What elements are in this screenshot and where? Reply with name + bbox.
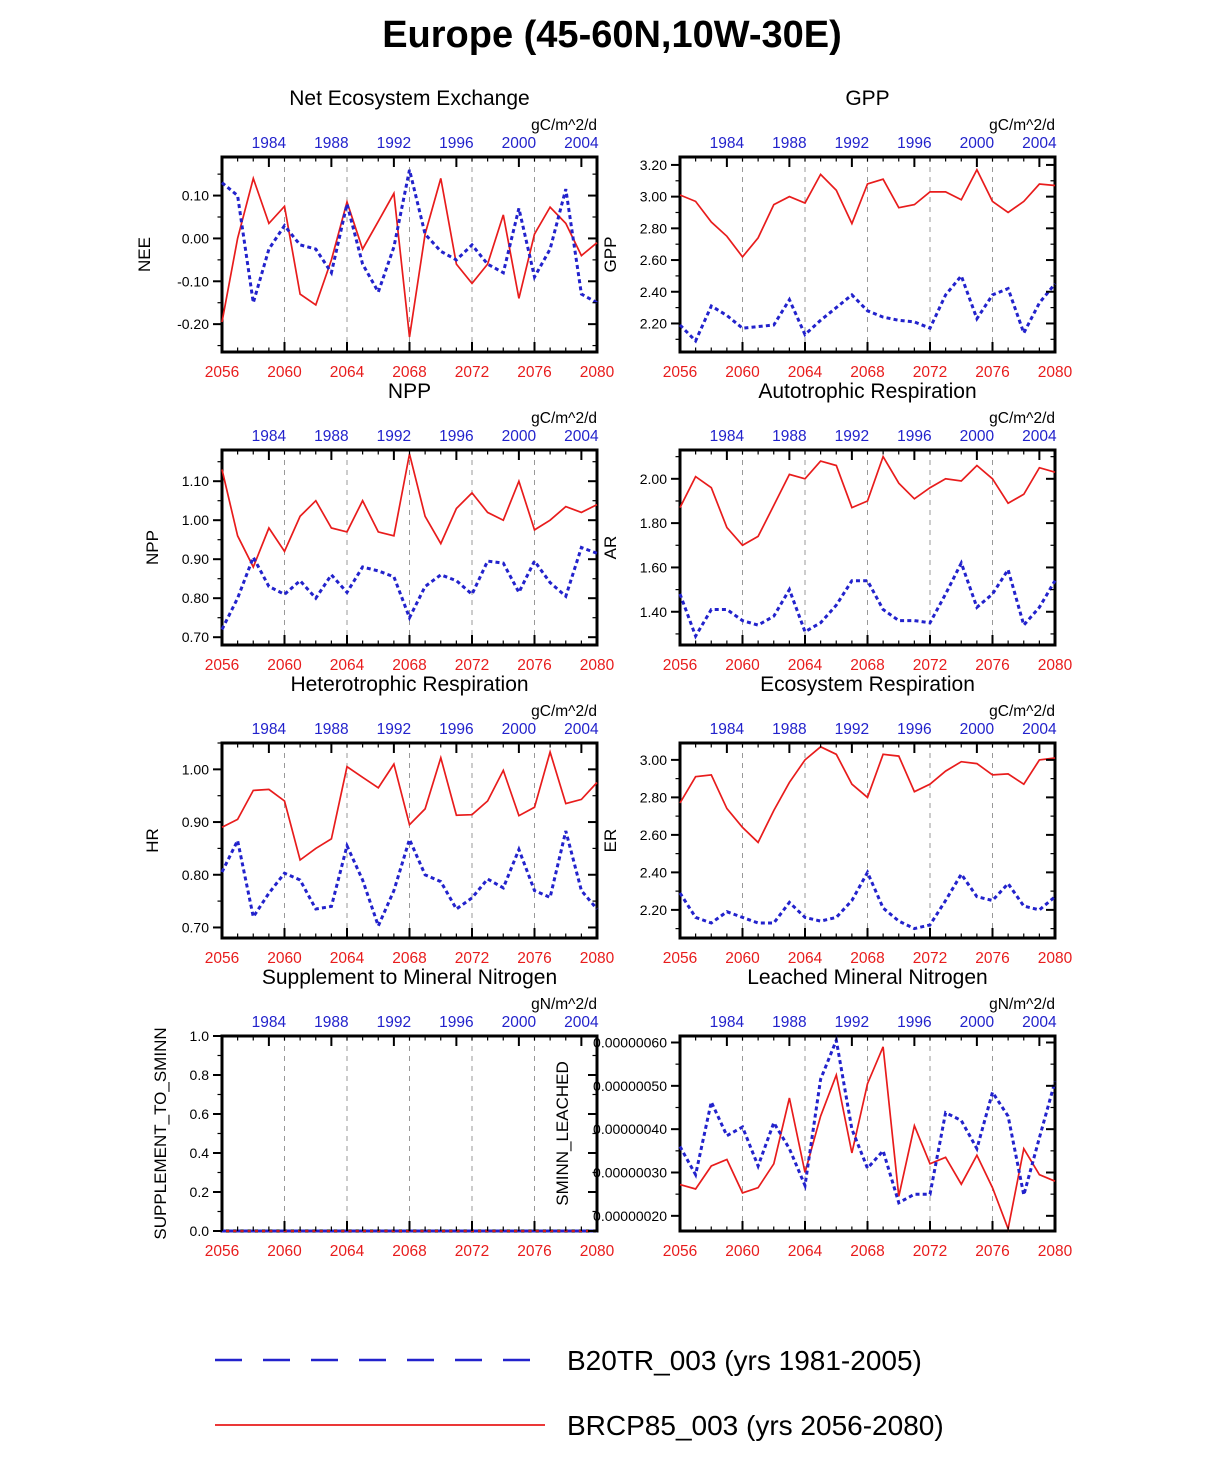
x-label-bottom: 2064: [787, 657, 823, 674]
x-label-top: 1992: [834, 1014, 870, 1031]
x-label-bottom: 2076: [517, 950, 552, 967]
x-label-top: 2000: [501, 1014, 537, 1031]
y-tick-label: 0.00000050: [593, 1077, 667, 1094]
y-tick-label: 0.00: [181, 230, 209, 247]
y-tick-label: 0.90: [181, 814, 209, 831]
x-label-bottom: 2072: [454, 364, 490, 381]
x-label-bottom: 2068: [392, 364, 427, 381]
chart-title: Heterotrophic Respiration: [290, 673, 529, 696]
y-tick-label: 0.00000060: [593, 1034, 667, 1051]
legend: [0, 1320, 1224, 1466]
x-label-top: 1984: [251, 721, 287, 738]
y-tick-label: 2.80: [639, 220, 667, 237]
x-label-top: 2000: [959, 135, 995, 152]
x-label-top: 1988: [772, 1014, 807, 1031]
x-label-top: 1984: [251, 428, 287, 445]
y-tick-label: 1.00: [181, 512, 209, 529]
chart-title: Ecosystem Respiration: [760, 673, 975, 696]
x-label-bottom: 2060: [725, 657, 760, 674]
x-label-bottom: 2056: [204, 1243, 240, 1260]
y-tick-label: 0.80: [181, 866, 209, 883]
x-label-top: 1984: [709, 428, 745, 445]
x-label-top: 1996: [439, 428, 474, 445]
plot-frame: [222, 1036, 597, 1231]
x-label-bottom: 2068: [392, 950, 427, 967]
x-label-bottom: 2060: [267, 950, 302, 967]
x-label-bottom: 2064: [787, 1243, 823, 1260]
x-label-top: 2004: [564, 135, 599, 152]
x-label-top: 1996: [439, 721, 474, 738]
chart-title: Leached Mineral Nitrogen: [747, 966, 988, 989]
plot-frame: [222, 157, 597, 352]
y-axis-label: HR: [143, 828, 162, 853]
x-label-top: 2004: [1022, 721, 1057, 738]
chart-units: gC/m^2/d: [989, 703, 1055, 720]
y-tick-label: 0.0: [189, 1223, 209, 1239]
x-label-top: 1988: [314, 135, 349, 152]
legend-label: B20TR_003 (yrs 1981-2005): [567, 1345, 922, 1376]
x-label-bottom: 2056: [662, 1243, 698, 1260]
chart-units: gC/m^2/d: [531, 117, 597, 134]
y-axis-label: SMINN_LEACHED: [553, 1061, 572, 1206]
x-label-bottom: 2068: [850, 657, 885, 674]
x-label-top: 1988: [772, 428, 807, 445]
x-label-top: 1992: [376, 135, 412, 152]
x-label-top: 1988: [314, 1014, 349, 1031]
x-label-bottom: 2060: [267, 657, 302, 674]
y-tick-label: 0.00000030: [593, 1164, 667, 1181]
x-label-top: 2000: [959, 428, 995, 445]
y-tick-label: 1.60: [639, 559, 667, 576]
x-label-bottom: 2072: [454, 950, 490, 967]
x-label-bottom: 2080: [579, 657, 615, 674]
chart-title: GPP: [845, 87, 890, 110]
x-label-bottom: 2056: [204, 657, 240, 674]
x-label-top: 1992: [834, 428, 870, 445]
x-label-bottom: 2080: [579, 950, 615, 967]
chart-units: gN/m^2/d: [989, 996, 1055, 1013]
x-label-bottom: 2060: [267, 1243, 302, 1260]
y-tick-label: 3.00: [639, 188, 667, 205]
x-label-bottom: 2056: [204, 364, 240, 381]
x-label-top: 2000: [959, 1014, 995, 1031]
x-label-bottom: 2072: [454, 1243, 490, 1260]
plot-frame: [222, 743, 597, 938]
y-tick-label: 0.8: [189, 1067, 209, 1083]
x-label-top: 1988: [772, 135, 807, 152]
y-tick-label: 2.20: [639, 901, 667, 918]
x-label-top: 1992: [376, 721, 412, 738]
y-axis-label: ER: [601, 828, 620, 853]
y-tick-label: 2.00: [639, 470, 667, 487]
x-label-bottom: 2064: [329, 950, 365, 967]
x-label-bottom: 2080: [1037, 364, 1073, 381]
y-tick-label: 2.20: [639, 315, 667, 332]
y-axis-label: NPP: [143, 530, 162, 565]
chart-title: Supplement to Mineral Nitrogen: [261, 966, 558, 989]
y-tick-label: 2.60: [639, 826, 667, 843]
x-label-bottom: 2064: [787, 950, 823, 967]
x-label-bottom: 2064: [787, 364, 823, 381]
y-tick-label: 0.70: [181, 919, 209, 936]
x-label-top: 2004: [564, 428, 599, 445]
chart-gpp: [590, 82, 1130, 394]
y-tick-label: 0.70: [181, 629, 209, 646]
x-label-bottom: 2080: [579, 364, 615, 381]
x-label-top: 2000: [959, 721, 995, 738]
x-label-top: 2004: [564, 721, 599, 738]
y-tick-label: 3.20: [639, 156, 667, 173]
chart-units: gN/m^2/d: [531, 996, 597, 1013]
x-label-bottom: 2056: [662, 657, 698, 674]
y-axis-label: SUPPLEMENT_TO_SMINN: [151, 1027, 170, 1240]
y-tick-label: 2.80: [639, 789, 667, 806]
x-label-bottom: 2068: [850, 1243, 885, 1260]
y-tick-label: 1.10: [181, 473, 209, 490]
page-title: Europe (45-60N,10W-30E): [382, 14, 842, 56]
x-label-bottom: 2068: [392, 657, 427, 674]
x-label-bottom: 2072: [454, 657, 490, 674]
x-label-bottom: 2080: [1037, 657, 1073, 674]
x-label-bottom: 2080: [1037, 950, 1073, 967]
y-tick-label: 0.4: [189, 1145, 209, 1161]
x-label-top: 1996: [897, 1014, 932, 1031]
y-tick-label: 0.00000040: [593, 1121, 667, 1138]
series-b20tr_003: [680, 872, 1055, 928]
chart-units: gC/m^2/d: [989, 410, 1055, 427]
plot-frame: [680, 743, 1055, 938]
x-label-bottom: 2060: [267, 364, 302, 381]
y-tick-label: 2.40: [639, 864, 667, 881]
y-tick-label: 2.60: [639, 252, 667, 269]
x-label-bottom: 2060: [725, 1243, 760, 1260]
series-brcp85_003: [680, 170, 1055, 257]
series-b20tr_003: [222, 548, 597, 630]
x-label-top: 1996: [897, 721, 932, 738]
x-label-top: 2004: [1022, 1014, 1057, 1031]
x-label-top: 1992: [834, 721, 870, 738]
y-tick-label: 0.6: [189, 1106, 209, 1122]
x-label-bottom: 2072: [912, 364, 948, 381]
x-label-top: 1992: [376, 1014, 412, 1031]
y-tick-label: 2.40: [639, 283, 667, 300]
y-tick-label: 0.90: [181, 551, 209, 568]
chart-title: NPP: [387, 380, 432, 403]
x-label-bottom: 2076: [517, 1243, 552, 1260]
y-tick-label: 1.0: [189, 1028, 209, 1044]
x-label-bottom: 2064: [329, 1243, 365, 1260]
x-label-top: 2004: [564, 1014, 599, 1031]
x-label-top: 1996: [897, 428, 932, 445]
x-label-bottom: 2072: [912, 1243, 948, 1260]
y-tick-label: -0.20: [177, 316, 209, 333]
x-label-top: 2000: [501, 721, 537, 738]
x-label-top: 2000: [501, 428, 537, 445]
x-label-top: 2004: [1022, 428, 1057, 445]
x-label-top: 1988: [314, 721, 349, 738]
x-label-bottom: 2072: [912, 950, 948, 967]
x-label-bottom: 2060: [725, 364, 760, 381]
x-label-bottom: 2056: [662, 950, 698, 967]
x-label-bottom: 2068: [392, 1243, 427, 1260]
x-label-bottom: 2076: [975, 364, 1010, 381]
x-label-bottom: 2076: [975, 950, 1010, 967]
x-label-bottom: 2068: [850, 364, 885, 381]
chart-units: gC/m^2/d: [531, 410, 597, 427]
y-tick-label: 0.00000020: [593, 1207, 667, 1224]
y-tick-label: 0.10: [181, 187, 209, 204]
x-label-top: 2000: [501, 135, 537, 152]
x-label-top: 2004: [1022, 135, 1057, 152]
x-label-top: 1996: [897, 135, 932, 152]
x-label-bottom: 2076: [517, 657, 552, 674]
x-label-top: 1984: [251, 1014, 287, 1031]
x-label-bottom: 2080: [1037, 1243, 1073, 1260]
x-label-bottom: 2076: [975, 657, 1010, 674]
x-label-bottom: 2076: [975, 1243, 1010, 1260]
x-label-bottom: 2076: [517, 364, 552, 381]
y-axis-label: GPP: [601, 236, 620, 273]
plot-frame: [680, 1036, 1055, 1231]
x-label-bottom: 2072: [912, 657, 948, 674]
chart-ar: [590, 375, 1130, 687]
y-tick-label: 0.2: [189, 1184, 209, 1200]
x-label-top: 1984: [709, 135, 745, 152]
y-axis-label: AR: [601, 535, 620, 560]
chart-title: Net Ecosystem Exchange: [289, 87, 530, 110]
chart-units: gC/m^2/d: [531, 703, 597, 720]
x-label-bottom: 2064: [329, 657, 365, 674]
x-label-top: 1996: [439, 135, 474, 152]
chart-er: [590, 668, 1130, 980]
x-label-top: 1996: [439, 1014, 474, 1031]
x-label-bottom: 2068: [850, 950, 885, 967]
x-label-bottom: 2080: [579, 1243, 615, 1260]
x-label-top: 1988: [314, 428, 349, 445]
chart-units: gC/m^2/d: [989, 117, 1055, 134]
x-label-bottom: 2056: [204, 950, 240, 967]
x-label-top: 1984: [709, 721, 745, 738]
x-label-bottom: 2064: [329, 364, 365, 381]
y-axis-label: NEE: [135, 237, 154, 272]
y-tick-label: 1.00: [181, 761, 209, 778]
y-tick-label: -0.10: [177, 273, 209, 290]
y-tick-label: 1.40: [639, 603, 667, 620]
x-label-bottom: 2060: [725, 950, 760, 967]
x-label-top: 1988: [772, 721, 807, 738]
x-label-top: 1992: [834, 135, 870, 152]
y-tick-label: 3.00: [639, 751, 667, 768]
x-label-bottom: 2056: [662, 364, 698, 381]
x-label-top: 1984: [251, 135, 287, 152]
chart-title: Autotrophic Respiration: [758, 380, 977, 403]
y-tick-label: 1.80: [639, 515, 667, 532]
x-label-top: 1992: [376, 428, 412, 445]
x-label-top: 1984: [709, 1014, 745, 1031]
y-tick-label: 0.80: [181, 590, 209, 607]
chart-leached: [553, 961, 1130, 1273]
legend-label: BRCP85_003 (yrs 2056-2080): [567, 1410, 944, 1441]
